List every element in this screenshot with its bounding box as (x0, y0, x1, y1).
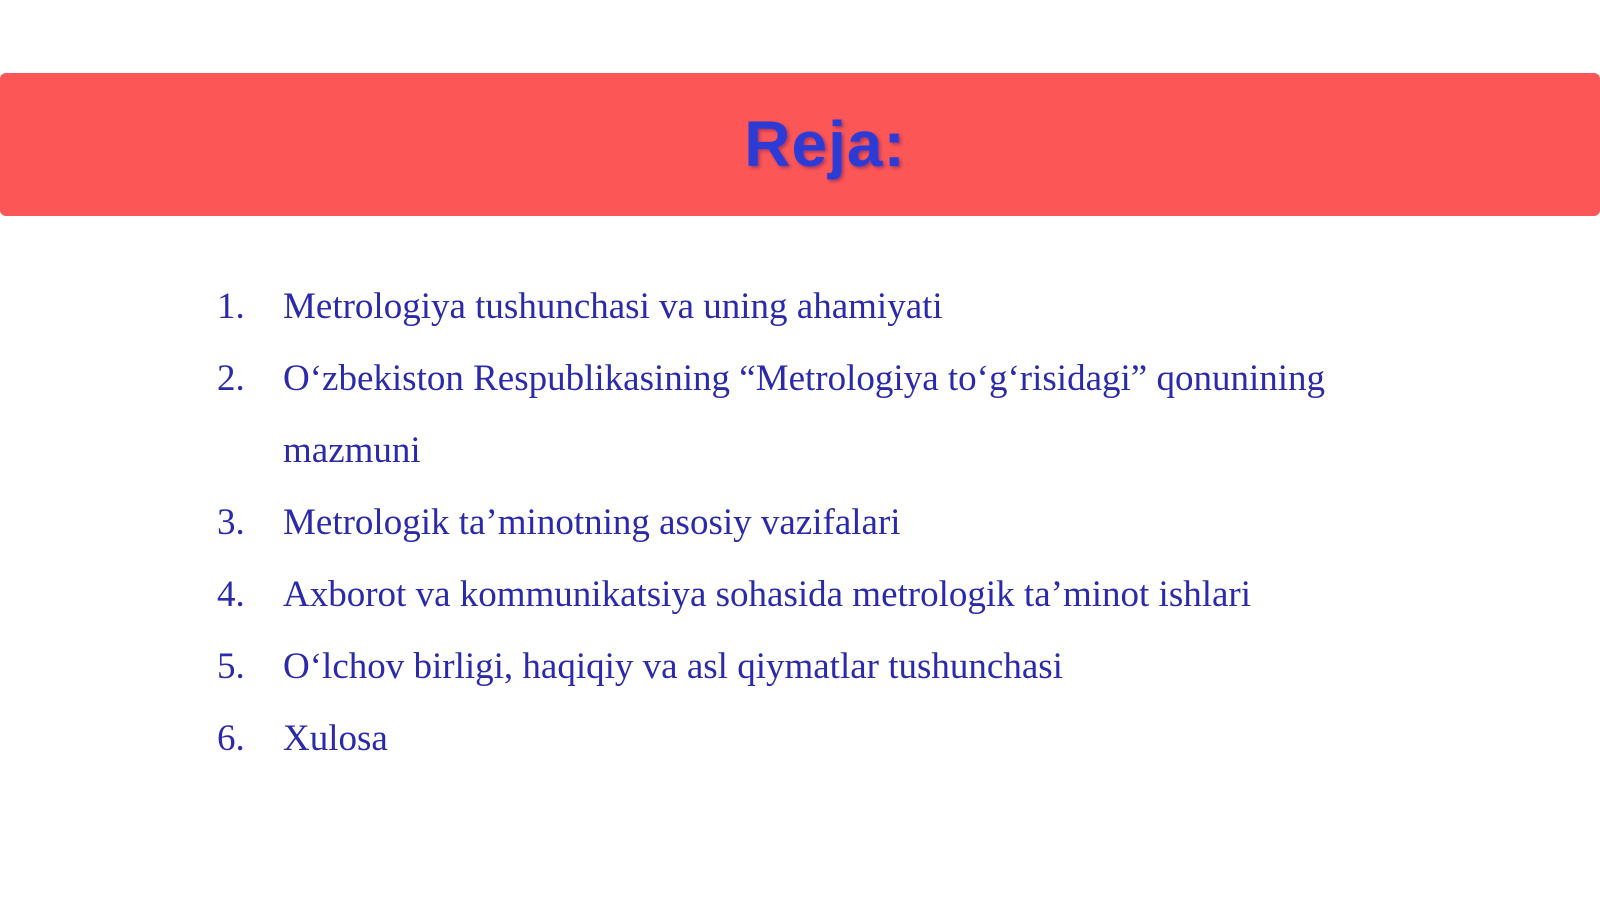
list-item-number: 3. (217, 502, 245, 543)
list-item-number: 2. (217, 358, 245, 399)
list-item (0, 631, 1600, 703)
list-item-text: Metrologik ta’minotning asosiy vazifalari (283, 502, 901, 543)
list-item-number: 6. (217, 718, 245, 759)
slide-title: Reja: (744, 107, 906, 180)
list-item-text: O‘zbekiston Respublikasining “Metrologiya to‘g‘risidagi” qonunining mazmuni (283, 358, 1325, 471)
list-item-number: 4. (217, 574, 245, 615)
list-item-number: 5. (217, 646, 245, 687)
list-item (0, 559, 1600, 631)
list-item (0, 343, 1600, 487)
list-item-text: Metrologiya tushunchasi va uning ahamiyati (283, 286, 943, 327)
list-item (0, 271, 1600, 343)
list-item-text: O‘lchov birligi, haqiqiy va asl qiymatlar tushunchasi (283, 646, 1063, 687)
list-item-number: 1. (217, 286, 245, 327)
list-item-text: Axborot va kommunikatsiya sohasida metrologik ta’minot ishlari (283, 574, 1252, 615)
list-item (0, 487, 1600, 559)
list-item-text: Xulosa (283, 718, 388, 759)
agenda-list (0, 271, 1600, 775)
title-band (0, 73, 1600, 216)
list-item (0, 703, 1600, 775)
